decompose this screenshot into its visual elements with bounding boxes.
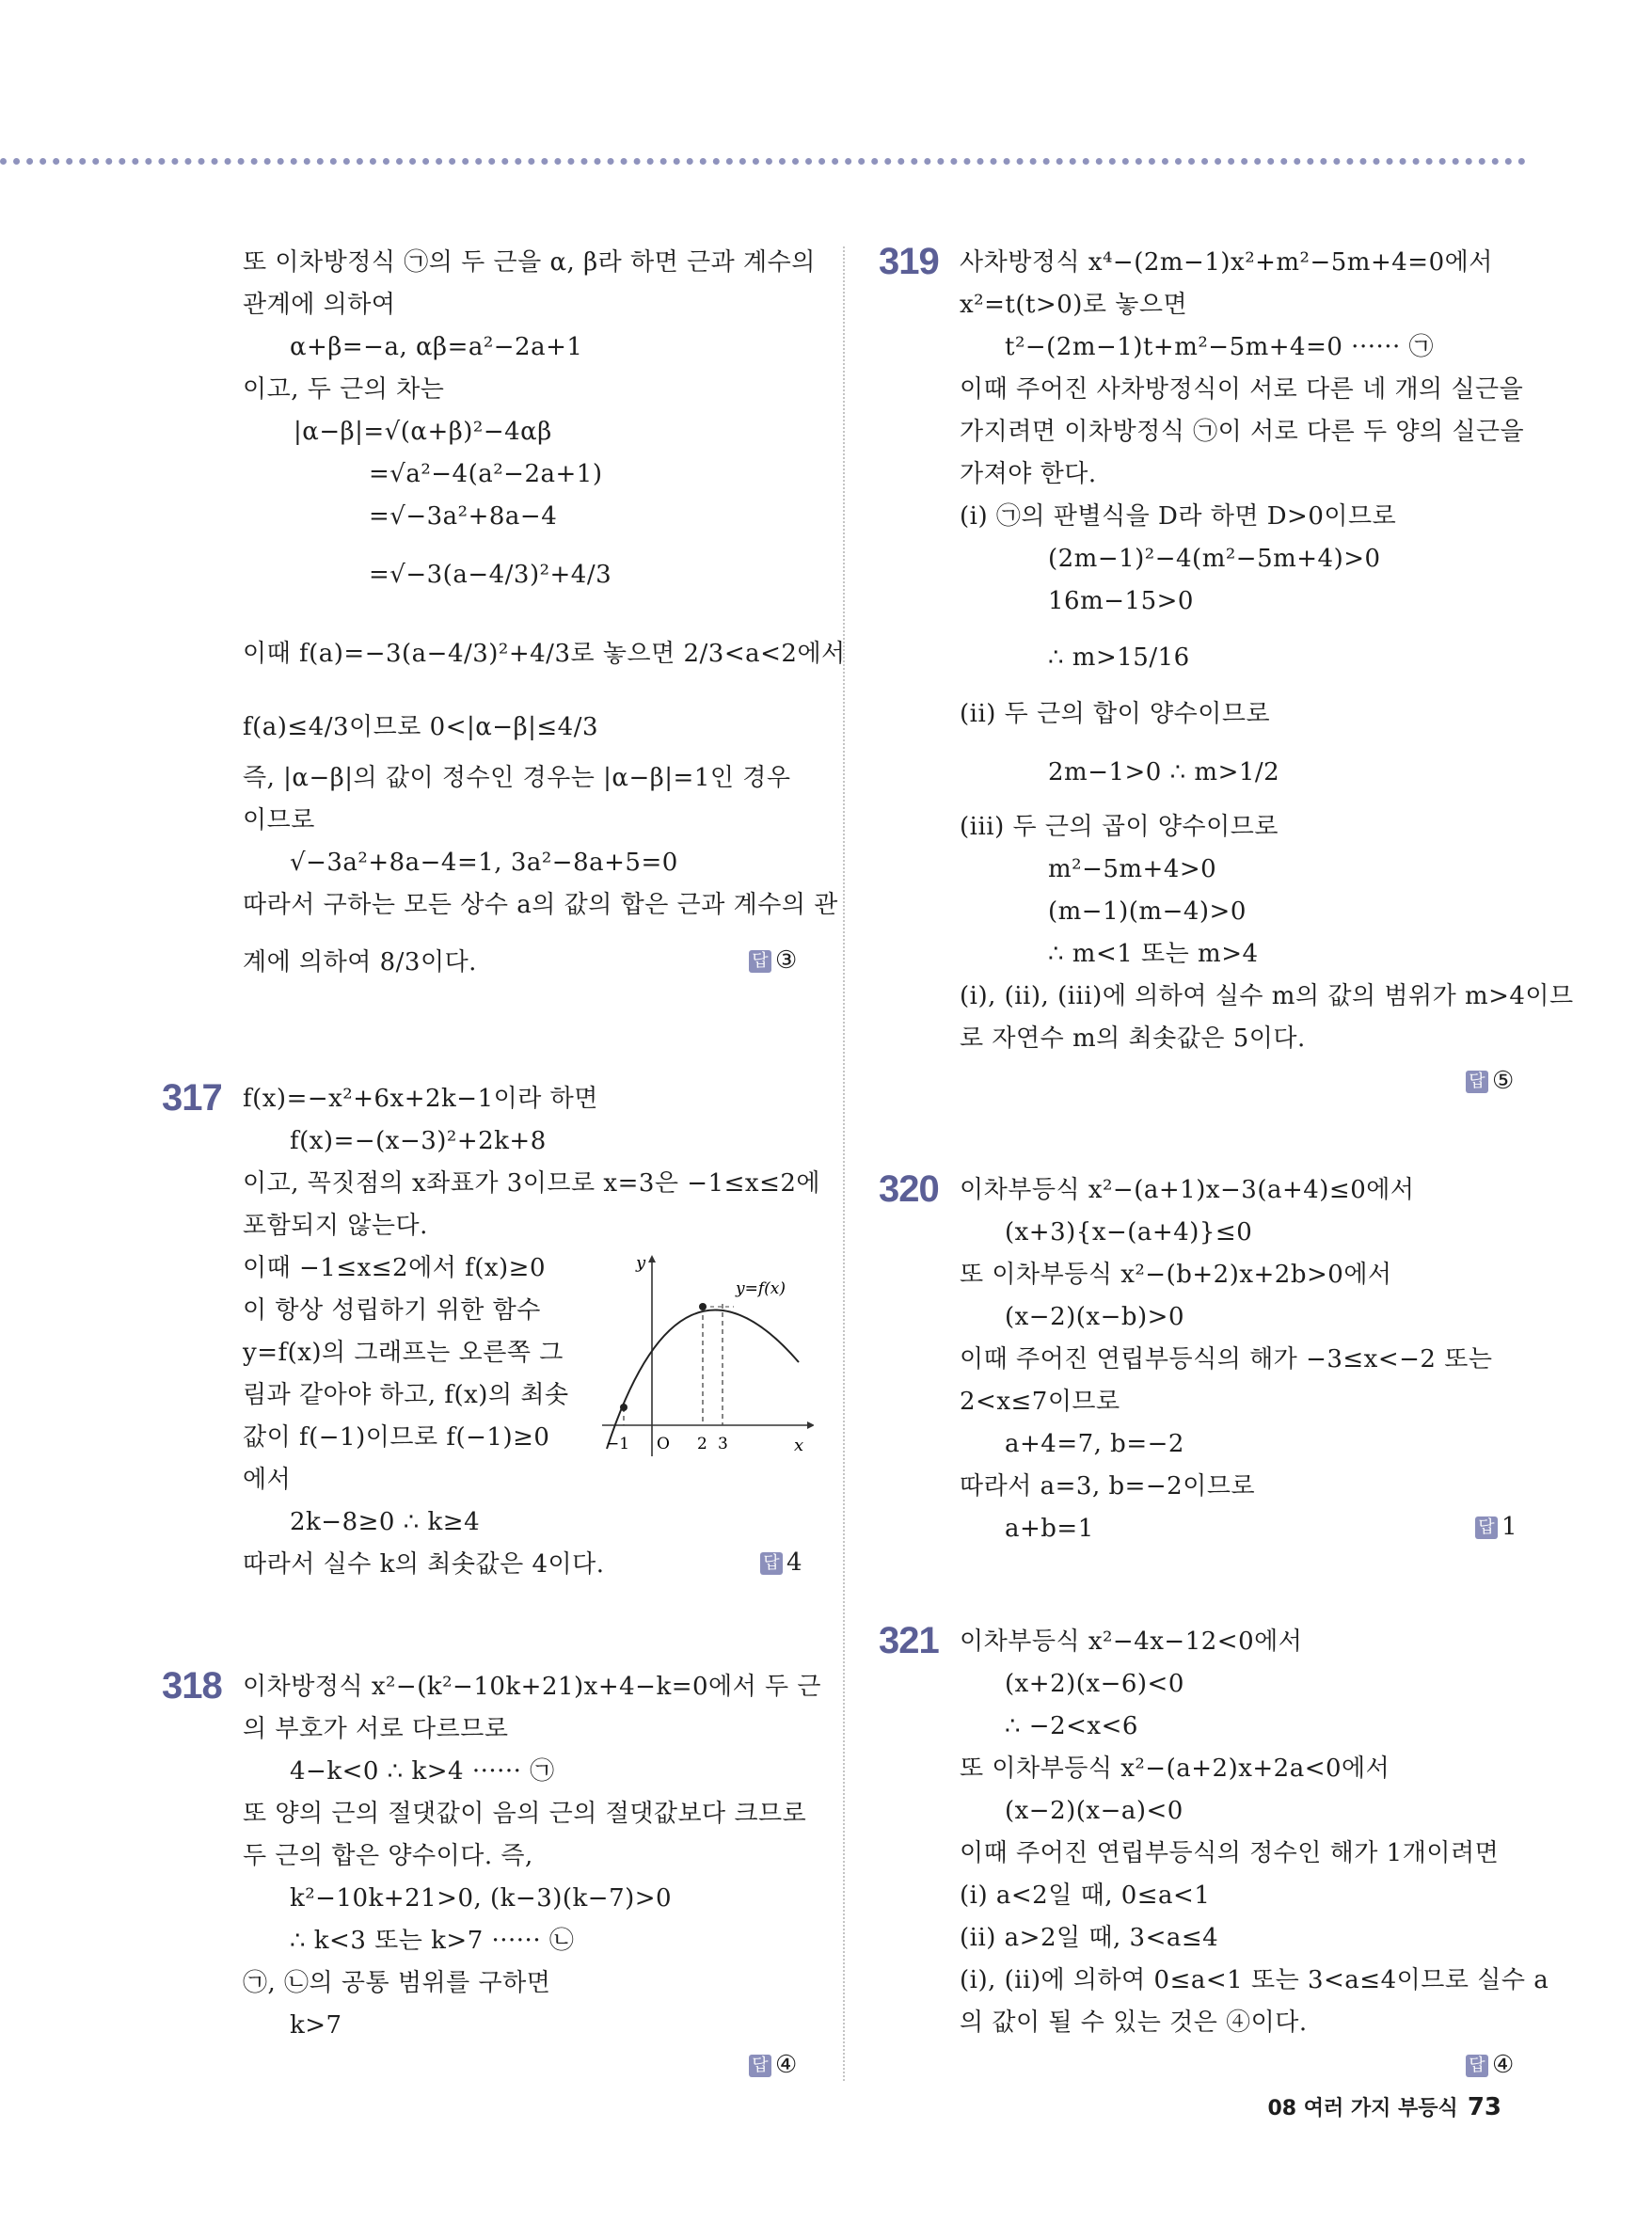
text-line: 로 자연수 m의 최솟값은 5이다. <box>960 1024 1306 1053</box>
point-f-2 <box>699 1303 707 1310</box>
text-line: 에서 <box>243 1466 292 1494</box>
text-line: 이때 주어진 연립부등식의 정수인 해가 1개이려면 <box>960 1839 1500 1867</box>
answer-value: ④ <box>775 2051 798 2079</box>
equation-line: =√−3a²+8a−4 <box>369 502 558 531</box>
problem-number: 321 <box>879 1620 939 1661</box>
text-line: (i) ㉠의 판별식을 D라 하면 D>0이므로 <box>960 502 1397 531</box>
equation-line: a+4=7, b=−2 <box>1005 1430 1184 1458</box>
equation-line: α+β=−a, αβ=a²−2a+1 <box>290 333 583 361</box>
text-line: 의 값이 될 수 있는 것은 ④이다. <box>960 2009 1308 2037</box>
text-line: f(a)≤4/3이므로 0<|α−β|≤4/3 <box>243 713 599 741</box>
answer-badge: 답 <box>1466 1071 1488 1093</box>
equation-line: (2m−1)²−4(m²−5m+4)>0 <box>1048 545 1381 573</box>
page-number: 73 <box>1467 2093 1501 2121</box>
answer-value: ③ <box>775 946 798 975</box>
answer-value: 4 <box>786 1548 802 1577</box>
equation-line: 2m−1>0 ∴ m>1/2 <box>1048 758 1280 786</box>
top-dotted-rule <box>0 158 1526 165</box>
answer-value: 1 <box>1501 1513 1517 1541</box>
text-line: (i) a<2일 때, 0≤a<1 <box>960 1882 1211 1910</box>
text-line: (i), (ii)에 의하여 0≤a<1 또는 3<a≤4이므로 실수 a <box>960 1966 1549 1994</box>
answer-318 <box>749 2051 797 2079</box>
text-line: y=f(x)의 그래프는 오른쪽 그 <box>243 1339 564 1367</box>
x-axis-label: x <box>794 1436 804 1455</box>
equation-line: ∴ k<3 또는 k>7 ······ ㉡ <box>290 1927 575 1955</box>
tick-label: −1 <box>606 1435 630 1453</box>
answer-316 <box>749 946 797 975</box>
equation-line: (m−1)(m−4)>0 <box>1048 897 1247 926</box>
equation-line: √−3a²+8a−4=1, 3a²−8a+5=0 <box>290 849 678 877</box>
equation-line: ∴ −2<x<6 <box>1005 1712 1138 1740</box>
text-line: 포함되지 않는다. <box>243 1212 428 1240</box>
equation-line: (x−2)(x−b)>0 <box>1005 1303 1184 1331</box>
equation-line: 16m−15>0 <box>1048 587 1194 615</box>
text-line: 의 부호가 서로 다르므로 <box>243 1715 509 1743</box>
equation-line: (x+3){x−(a+4)}≤0 <box>1005 1218 1253 1246</box>
text-line: 따라서 실수 k의 최솟값은 4이다. <box>243 1550 605 1579</box>
text-line: 가져야 한다. <box>960 460 1097 488</box>
text-line: 관계에 의하여 <box>243 291 396 319</box>
answer-value: ④ <box>1492 2051 1515 2079</box>
tick-label: 2 <box>697 1435 707 1453</box>
problem-number: 318 <box>162 1665 222 1707</box>
text-line: 이차방정식 x²−(k²−10k+21)x+4−k=0에서 두 근 <box>243 1673 822 1701</box>
text-line: 이므로 <box>243 806 315 834</box>
text-line: (ii) 두 근의 합이 양수이므로 <box>960 700 1271 728</box>
text-line: 두 근의 합은 양수이다. 즉, <box>243 1842 533 1870</box>
equation-line: =√a²−4(a²−2a+1) <box>369 460 603 488</box>
text-line: (i), (ii), (iii)에 의하여 실수 m의 값의 범위가 m>4이므 <box>960 982 1574 1010</box>
text-line: 이고, 두 근의 차는 <box>243 375 445 404</box>
text-line: 또 이차부등식 x²−(a+2)x+2a<0에서 <box>960 1755 1390 1783</box>
text-line: (ii) a>2일 때, 3<a≤4 <box>960 1924 1219 1952</box>
text-line: 이차부등식 x²−(a+1)x−3(a+4)≤0에서 <box>960 1176 1415 1204</box>
text-line: 즉, |α−β|의 값이 정수인 경우는 |α−β|=1인 경우 <box>243 764 791 792</box>
answer-321 <box>1466 2051 1514 2079</box>
text-line: 이때 주어진 연립부등식의 해가 −3≤x<−2 또는 <box>960 1345 1493 1373</box>
equation-line: a+b=1 <box>1005 1515 1094 1543</box>
page-footer <box>1267 2092 1501 2121</box>
text-line: (iii) 두 근의 곱이 양수이므로 <box>960 813 1279 841</box>
text-line: 값이 f(−1)이므로 f(−1)≥0 <box>243 1423 550 1452</box>
text-line: ㉠, ㉡의 공통 범위를 구하면 <box>243 1969 551 1997</box>
text-line: 이때 −1≤x≤2에서 f(x)≥0 <box>243 1254 546 1282</box>
chapter-title: 08 여러 가지 부등식 <box>1267 2097 1458 2120</box>
tick-label: 3 <box>718 1435 728 1453</box>
answer-value: ⑤ <box>1492 1067 1515 1095</box>
text-line: 이때 f(a)=−3(a−4/3)²+4/3로 놓으면 2/3<a<2에서 <box>243 640 846 668</box>
text-line: 따라서 a=3, b=−2이므로 <box>960 1472 1256 1501</box>
equation-line: (x−2)(x−a)<0 <box>1005 1797 1183 1825</box>
y-axis-arrow <box>648 1255 656 1262</box>
equation-line: ∴ m<1 또는 m>4 <box>1048 940 1259 968</box>
parabola-graph <box>593 1251 814 1468</box>
problem-number: 320 <box>879 1168 939 1210</box>
text-line: 림과 같아야 하고, f(x)의 최솟 <box>243 1381 569 1409</box>
point-f-minus1 <box>620 1404 627 1411</box>
problem-number: 319 <box>879 241 939 282</box>
answer-badge: 답 <box>760 1552 783 1575</box>
equation-line: ∴ m>15/16 <box>1048 643 1190 672</box>
curve-label: y=f(x) <box>736 1279 786 1298</box>
text-line: 또 이차부등식 x²−(b+2)x+2b>0에서 <box>960 1261 1392 1289</box>
equation-line: |α−β|=√(α+β)²−4αβ <box>294 418 552 446</box>
equation-line: m²−5m+4>0 <box>1048 855 1217 883</box>
answer-badge: 답 <box>749 2055 771 2077</box>
equation-line: 4−k<0 ∴ k>4 ······ ㉠ <box>290 1757 555 1786</box>
answer-320 <box>1475 1513 1517 1541</box>
answer-badge: 답 <box>749 950 771 973</box>
equation-line: 2k−8≥0 ∴ k≥4 <box>290 1508 481 1536</box>
text-line: 계에 의하여 8/3이다. <box>243 948 477 977</box>
equation-line: k>7 <box>290 2011 342 2040</box>
text-line: 이차부등식 x²−4x−12<0에서 <box>960 1628 1303 1656</box>
equation-line: =√−3(a−4/3)²+4/3 <box>369 561 612 589</box>
equation-line: t²−(2m−1)t+m²−5m+4=0 ······ ㉠ <box>1005 333 1435 361</box>
problem-number: 317 <box>162 1077 222 1119</box>
column-divider <box>843 246 845 2081</box>
text-line: 이때 주어진 사차방정식이 서로 다른 네 개의 실근을 <box>960 375 1524 404</box>
answer-319 <box>1466 1067 1514 1095</box>
parabola-curve <box>607 1310 799 1449</box>
text-line: 따라서 구하는 모든 상수 a의 값의 합은 근과 계수의 관 <box>243 891 838 919</box>
x-axis-arrow <box>807 1421 814 1429</box>
answer-badge: 답 <box>1466 2055 1488 2077</box>
answer-badge: 답 <box>1475 1516 1498 1539</box>
tick-label: O <box>657 1435 670 1453</box>
text-line: 또 양의 근의 절댓값이 음의 근의 절댓값보다 크므로 <box>243 1800 807 1828</box>
text-line: 또 이차방정식 ㉠의 두 근을 α, β라 하면 근과 계수의 <box>243 248 816 277</box>
text-line: x²=t(t>0)로 놓으면 <box>960 291 1188 319</box>
answer-317 <box>760 1548 802 1577</box>
text-line: 사차방정식 x⁴−(2m−1)x²+m²−5m+4=0에서 <box>960 248 1493 277</box>
equation-line: f(x)=−(x−3)²+2k+8 <box>290 1127 547 1155</box>
text-line: 2<x≤7이므로 <box>960 1388 1120 1416</box>
equation-line: (x+2)(x−6)<0 <box>1005 1670 1184 1698</box>
text-line: f(x)=−x²+6x+2k−1이라 하면 <box>243 1085 598 1113</box>
equation-line: k²−10k+21>0, (k−3)(k−7)>0 <box>290 1884 673 1913</box>
text-line: 이 항상 성립하기 위한 함수 <box>243 1296 541 1325</box>
y-axis-label: y <box>636 1253 646 1273</box>
text-line: 가지려면 이차방정식 ㉠이 서로 다른 두 양의 실근을 <box>960 418 1525 446</box>
text-line: 이고, 꼭짓점의 x좌표가 3이므로 x=3은 −1≤x≤2에 <box>243 1169 821 1198</box>
